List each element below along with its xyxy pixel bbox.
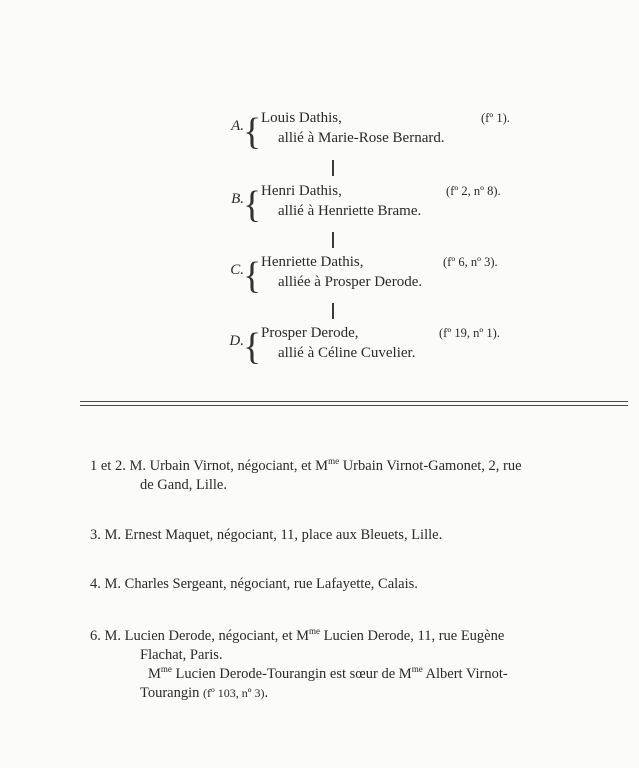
person-name: Prosper Derode, xyxy=(261,325,359,341)
note-text: Lucien Derode-Tourangin est sœur de M xyxy=(171,666,412,682)
note-6 xyxy=(90,627,610,703)
note-3 xyxy=(90,526,610,545)
note-text: M. Lucien Derode, négociant, et M xyxy=(104,628,310,644)
note-text: Urbain Virnot-Gamonet, 2, rue xyxy=(339,458,522,474)
lineage-connector xyxy=(332,303,334,319)
superscript: me xyxy=(160,664,172,674)
lineage-connector xyxy=(332,160,334,176)
note-text: M. Urbain Virnot, négociant, et M xyxy=(129,458,329,474)
spouse-line: allié à Henriette Brame. xyxy=(278,203,422,219)
folio-reference: (fº 6, nº 3). xyxy=(443,255,498,269)
lineage-connector xyxy=(332,232,334,248)
generation-letter: C. xyxy=(230,262,244,278)
note-line: de Gand, Lille. xyxy=(140,477,227,493)
person-name: Louis Dathis, xyxy=(261,110,342,126)
brace-symbol: { xyxy=(243,184,262,226)
folio-reference: (fº 2, nº 8). xyxy=(446,184,501,198)
person-name: Henri Dathis, xyxy=(261,183,342,199)
folio-reference: (fº 103, nº 3) xyxy=(203,686,265,700)
note-number: 6. xyxy=(90,628,101,644)
note-text: . xyxy=(264,685,269,701)
note-number: 4. xyxy=(90,576,101,592)
superscript: me xyxy=(328,456,340,466)
note-line xyxy=(90,665,610,684)
note-text: M xyxy=(148,666,161,682)
note-text: Albert Virnot- xyxy=(422,666,508,682)
genealogy-entry-d xyxy=(0,327,639,389)
separator-rule-bottom xyxy=(80,405,628,406)
note-line xyxy=(90,575,610,594)
genealogy-entry-a xyxy=(0,112,639,174)
note-text: M. Ernest Maquet, négociant, 11, place aux Bleuets, Lille. xyxy=(104,527,443,543)
note-line: Flachat, Paris. xyxy=(140,647,223,663)
note-text: Lucien Derode, 11, rue Eugène xyxy=(320,628,505,644)
person-name: Henriette Dathis, xyxy=(261,254,364,270)
folio-reference: (fº 19, nº 1). xyxy=(439,326,500,340)
note-number: 1 et 2. xyxy=(90,458,126,474)
spouse-line: allié à Céline Cuvelier. xyxy=(278,345,416,361)
note-text: Tourangin xyxy=(140,685,200,701)
folio-reference: (fº 1). xyxy=(481,111,510,125)
note-line xyxy=(90,627,610,646)
note-number: 3. xyxy=(90,527,101,543)
separator-rule-top xyxy=(80,401,628,402)
note-4 xyxy=(90,575,610,594)
note-line xyxy=(90,457,610,476)
note-line xyxy=(90,684,610,703)
genealogy-entry-b xyxy=(0,185,639,247)
superscript: me xyxy=(411,664,423,674)
generation-letter: D. xyxy=(229,333,244,349)
note-text: M. Charles Sergeant, négociant, rue Lafayette, Calais. xyxy=(104,576,418,592)
generation-letter: B. xyxy=(231,191,244,207)
spouse-line: alliée à Prosper Derode. xyxy=(278,274,423,290)
brace-symbol: { xyxy=(243,255,262,297)
genealogy-entry-c xyxy=(0,256,639,318)
brace-symbol: { xyxy=(243,326,262,368)
brace-symbol: { xyxy=(243,111,262,153)
spouse-line: allié à Marie-Rose Bernard. xyxy=(278,130,445,146)
superscript: me xyxy=(309,626,321,636)
generation-letter: A. xyxy=(231,118,244,134)
note-line xyxy=(90,526,610,545)
note-1-2 xyxy=(90,457,610,495)
